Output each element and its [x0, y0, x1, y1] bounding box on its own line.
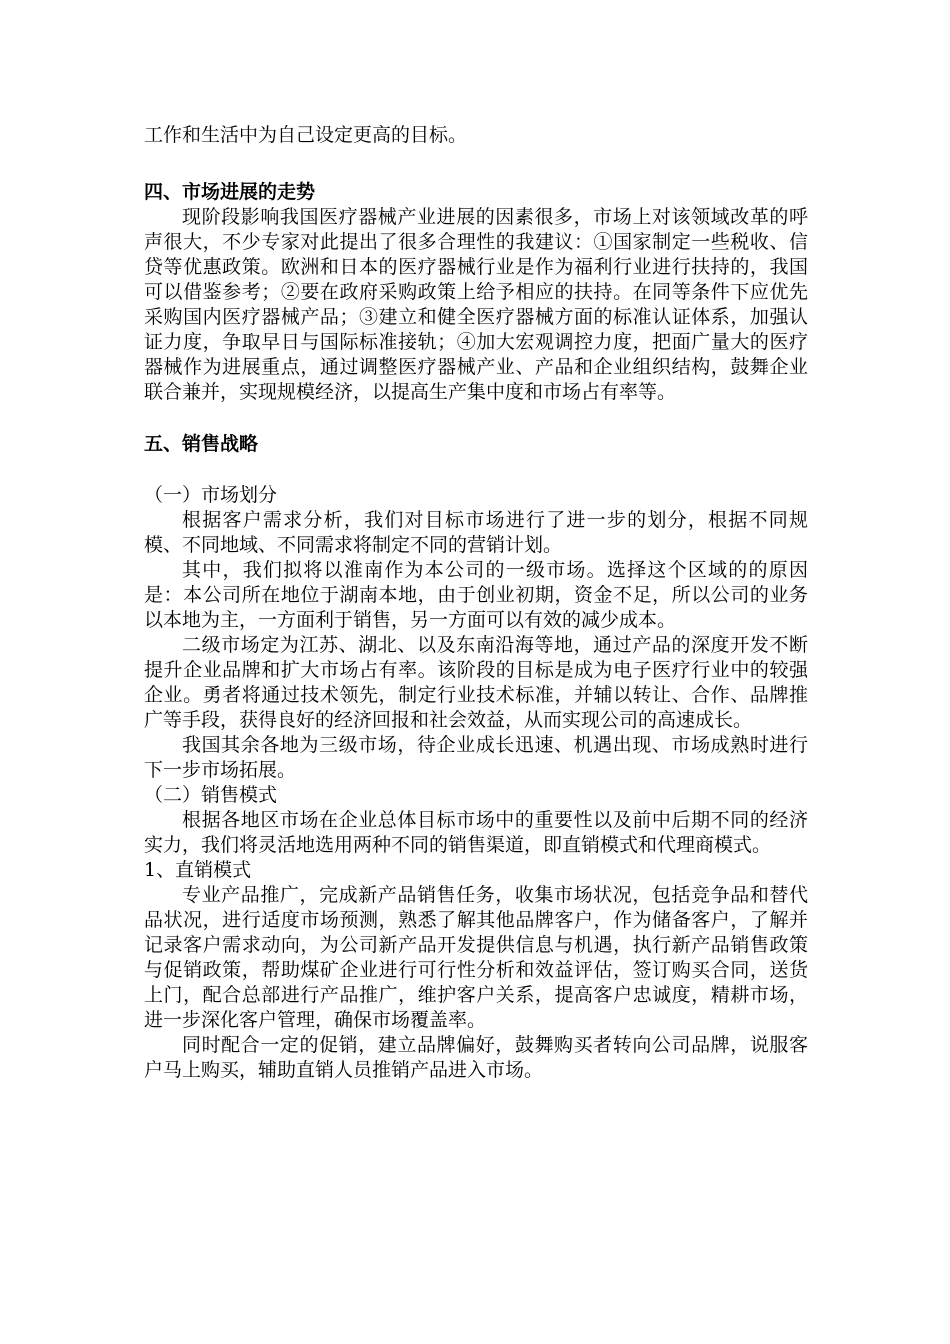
section-heading-sales-strategy: 五、销售战略	[144, 433, 259, 455]
segmentation-paragraph-4: 我国其余各地为三级市场，待企业成长迅速、机遇出现、市场成熟时进行下一步市场拓展。	[144, 734, 808, 781]
intro-closing-paragraph: 工作和生活中为自己设定更高的目标。	[144, 124, 468, 146]
subheading-direct-sales: 1、直销模式	[144, 859, 252, 881]
subheading-market-segmentation: （一）市场划分	[144, 484, 278, 506]
direct-sales-paragraph-1: 专业产品推广，完成新产品销售任务，收集市场状况，包括竞争品和替代品状况，进行适度市场预测，熟悉了解其他品牌客户，作为储备客户，了解并记录客户需求动向，为公司新产品开发提供信息与机遇，执行新产品销售政策与促销政策，帮助煤矿企业进行可行性分析和效益评估，签订购买合同，送货上门，配合总部进行产品推广，维护客户关系，提高客户忠诚度，精耕市场，进一步深化客户管理，确保市场覆盖率。	[144, 884, 808, 1031]
direct-sales-paragraph-2: 同时配合一定的促销，建立品牌偏好，鼓舞购买者转向公司品牌，说服客户马上购买，辅助直销人员推销产品进入市场。	[144, 1034, 808, 1081]
segmentation-paragraph-2: 其中，我们拟将以淮南作为本公司的一级市场。选择这个区域的的原因是：本公司所在地位于湖南本地，由于创业初期，资金不足，所以公司的业务以本地为主，一方面利于销售，另一方面可以有效的减少成本。	[144, 559, 808, 631]
document-page	[144, 123, 808, 1083]
market-trend-paragraph: 现阶段影响我国医疗器械产业进展的因素很多，市场上对该领域改革的呼声很大，不少专家对此提出了很多合理性的我建议：①国家制定一些税收、信贷等优惠政策。欧洲和日本的医疗器械行业是作为福利行业进行扶持的，我国可以借鉴参考；②要在政府采购政策上给予相应的扶持。在同等条件下应优先采购国内医疗器械产品；③建立和健全医疗器械方面的标准认证体系，加强认证力度，争取早日与国际标准接轨；④加大宏观调控力度，把面广量大的医疗器械作为进展重点，通过调整医疗器械产业、产品和企业组织结构，鼓舞企业联合兼并，实现规模经济，以提高生产集中度和市场占有率等。	[144, 206, 808, 403]
section-heading-market-trend: 四、市场进展的走势	[144, 181, 316, 203]
sales-model-paragraph: 根据各地区市场在企业总体目标市场中的重要性以及前中后期不同的经济实力，我们将灵活地选用两种不同的销售渠道，即直销模式和代理商模式。	[144, 809, 808, 856]
segmentation-paragraph-1: 根据客户需求分析，我们对目标市场进行了进一步的划分，根据不同规模、不同地域、不同需求将制定不同的营销计划。	[144, 509, 808, 556]
subheading-sales-model: （二）销售模式	[144, 784, 278, 806]
segmentation-paragraph-3: 二级市场定为江苏、湖北、以及东南沿海等地，通过产品的深度开发不断提升企业品牌和扩大市场占有率。该阶段的目标是成为电子医疗行业中的较强企业。勇者将通过技术领先，制定行业技术标准，并辅以转让、合作、品牌推广等手段，获得良好的经济回报和社会效益，从而实现公司的高速成长。	[144, 634, 808, 731]
